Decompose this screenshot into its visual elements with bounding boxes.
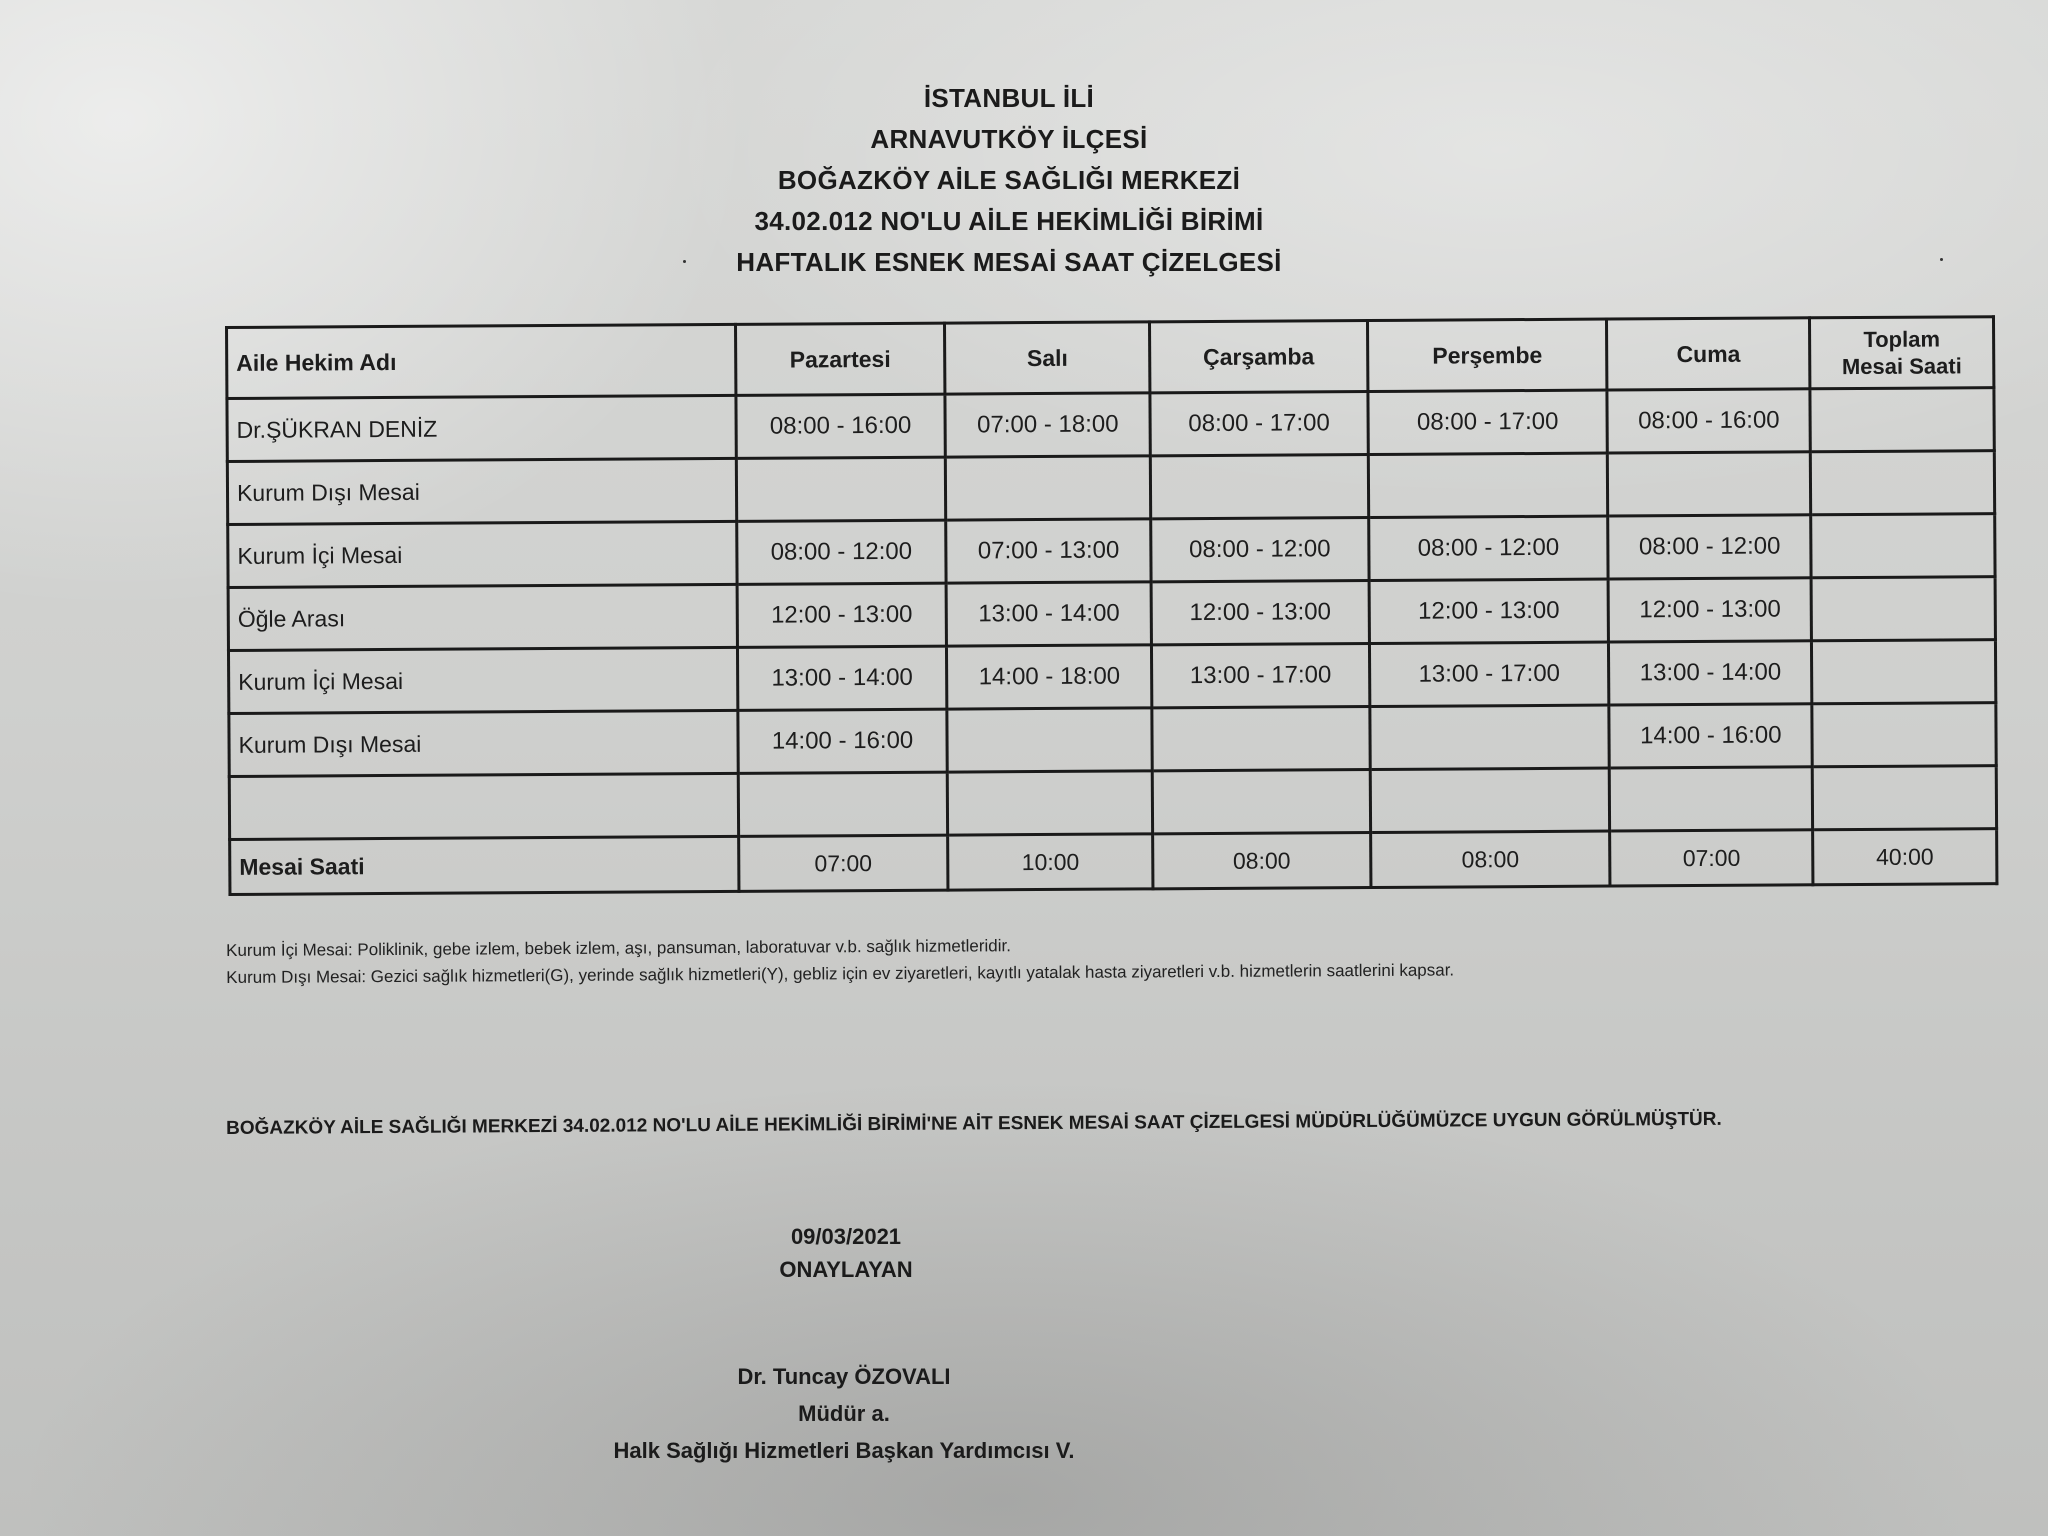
cell-friday: 12:00 - 13:00: [1608, 578, 1811, 642]
cell-tuesday: [948, 771, 1153, 835]
paper-speck: [683, 260, 686, 263]
total-tuesday: 10:00: [948, 834, 1153, 890]
signatory-block: [0, 1358, 1868, 1469]
header-schedule-title: HAFTALIK ESNEK MESAİ SAAT ÇİZELGESİ: [736, 247, 1282, 277]
header-district: ARNAVUTKÖY İLÇESİ: [870, 124, 1148, 154]
signatory-name: Dr. Tuncay ÖZOVALI: [737, 1364, 951, 1389]
cell-thursday: 13:00 - 17:00: [1369, 642, 1609, 706]
cell-wednesday: [1152, 770, 1370, 834]
cell-monday: 08:00 - 12:00: [736, 520, 946, 584]
cell-tuesday: [947, 708, 1152, 772]
cell-wednesday: 08:00 - 12:00: [1151, 518, 1369, 582]
schedule-table: [225, 315, 1998, 896]
cell-wednesday: 13:00 - 17:00: [1152, 644, 1370, 708]
footnote-external-hours: Kurum Dışı Mesai: Gezici sağlık hizmetleri(G), yerinde sağlık hizmetleri(Y), gebliz için ev ziyaretleri, kayıtlı yatalak hasta ziyaretleri v.b. hizmetlerin saatlerini kapsar.: [226, 960, 1455, 987]
row-label: Kurum Dışı Mesai: [227, 458, 736, 524]
column-header-total-line1: Toplam: [1863, 326, 1941, 352]
cell-thursday: 08:00 - 17:00: [1368, 390, 1608, 454]
column-header-wednesday: Çarşamba: [1150, 321, 1368, 393]
approval-date: 09/03/2021: [790, 1224, 902, 1249]
row-label: Kurum İçi Mesai: [228, 521, 737, 587]
column-header-tuesday: Salı: [945, 322, 1150, 394]
cell-friday: 08:00 - 12:00: [1608, 515, 1811, 579]
totals-row: [230, 829, 1997, 895]
row-label: Kurum İçi Mesai: [228, 647, 737, 713]
cell-tuesday: 07:00 - 18:00: [945, 393, 1150, 457]
row-label: [229, 773, 738, 839]
table-row: [227, 388, 1994, 462]
header-unit: 34.02.012 NO'LU AİLE HEKİMLİĞİ BİRİMİ: [754, 206, 1264, 236]
cell-monday: 14:00 - 16:00: [737, 709, 947, 773]
signatory-title: Müdür a.: [798, 1401, 890, 1426]
column-header-total-line2: Mesai Saati: [1841, 353, 1962, 380]
table-header-row: [227, 317, 1994, 399]
column-header-name: Aile Hekim Adı: [227, 324, 736, 398]
cell-friday: 08:00 - 16:00: [1607, 389, 1810, 453]
cell-total: [1812, 703, 1996, 767]
cell-wednesday: [1150, 455, 1368, 519]
total-week: 40:00: [1813, 829, 1997, 885]
row-label: Öğle Arası: [228, 584, 737, 650]
table-row: [229, 766, 1996, 840]
table-row: [228, 640, 1995, 714]
footnote-internal-hours: Kurum İçi Mesai: Poliklinik, gebe izlem, bebek izlem, aşı, pansuman, laboratuvar v.b. sağlık hizmetleridir.: [226, 936, 1011, 960]
cell-friday: 13:00 - 14:00: [1609, 641, 1812, 705]
column-header-thursday: Perşembe: [1367, 319, 1607, 391]
cell-friday: 14:00 - 16:00: [1609, 704, 1812, 768]
cell-total: [1812, 640, 1996, 704]
cell-monday: 08:00 - 16:00: [736, 394, 946, 458]
approval-statement: BOĞAZKÖY AİLE SAĞLIĞI MERKEZİ 34.02.012 NO'LU AİLE HEKİMLİĞİ BİRİMİ'NE AİT ESNEK MESAİ SAAT ÇİZELGESİ MÜDÜRLÜĞÜMÜZCE UYGUN GÖRÜLMÜŞTÜR.: [226, 1108, 1722, 1139]
cell-wednesday: 08:00 - 17:00: [1150, 392, 1368, 456]
cell-total: [1810, 451, 1994, 515]
paper-speck: [1940, 258, 1943, 261]
cell-tuesday: 14:00 - 18:00: [947, 645, 1152, 709]
cell-total: [1810, 388, 1994, 452]
column-header-monday: Pazartesi: [735, 323, 945, 395]
cell-monday: [738, 772, 948, 836]
total-friday: 07:00: [1610, 830, 1813, 886]
cell-total: [1811, 514, 1995, 578]
total-monday: 07:00: [738, 835, 948, 891]
table-row: [229, 703, 1996, 777]
cell-monday: [736, 457, 946, 521]
cell-thursday: [1370, 768, 1610, 832]
cell-wednesday: 12:00 - 13:00: [1151, 581, 1369, 645]
totals-label: Mesai Saati: [230, 836, 739, 894]
footnotes: [226, 929, 1454, 990]
row-label: Kurum Dışı Mesai: [229, 710, 738, 776]
cell-tuesday: 13:00 - 14:00: [946, 582, 1151, 646]
header-health-center: BOĞAZKÖY AİLE SAĞLIĞI MERKEZİ: [777, 165, 1241, 195]
cell-thursday: 12:00 - 13:00: [1369, 579, 1609, 643]
total-thursday: 08:00: [1370, 831, 1610, 887]
cell-tuesday: [946, 456, 1151, 520]
approver-label: ONAYLAYAN: [779, 1257, 913, 1282]
cell-total: [1811, 577, 1995, 641]
table-row: [228, 514, 1995, 588]
column-header-friday: Cuma: [1607, 318, 1810, 390]
approval-block: [0, 1220, 1870, 1286]
cell-thursday: 08:00 - 12:00: [1369, 516, 1609, 580]
cell-wednesday: [1152, 707, 1370, 771]
cell-friday: [1610, 767, 1813, 831]
cell-thursday: [1368, 453, 1608, 517]
cell-thursday: [1370, 705, 1610, 769]
signatory-position: Halk Sağlığı Hizmetleri Başkan Yardımcısı V.: [613, 1438, 1075, 1463]
document-header: [0, 78, 2033, 283]
header-province: İSTANBUL İLİ: [923, 83, 1095, 113]
cell-monday: 13:00 - 14:00: [737, 646, 947, 710]
table-row: [227, 451, 1994, 525]
row-label: Dr.ŞÜKRAN DENİZ: [227, 395, 736, 461]
total-wednesday: 08:00: [1153, 833, 1371, 889]
table-row: [228, 577, 1995, 651]
cell-tuesday: 07:00 - 13:00: [946, 519, 1151, 583]
cell-monday: 12:00 - 13:00: [737, 583, 947, 647]
column-header-total: [1810, 317, 1994, 389]
cell-total: [1812, 766, 1996, 830]
cell-friday: [1608, 452, 1811, 516]
